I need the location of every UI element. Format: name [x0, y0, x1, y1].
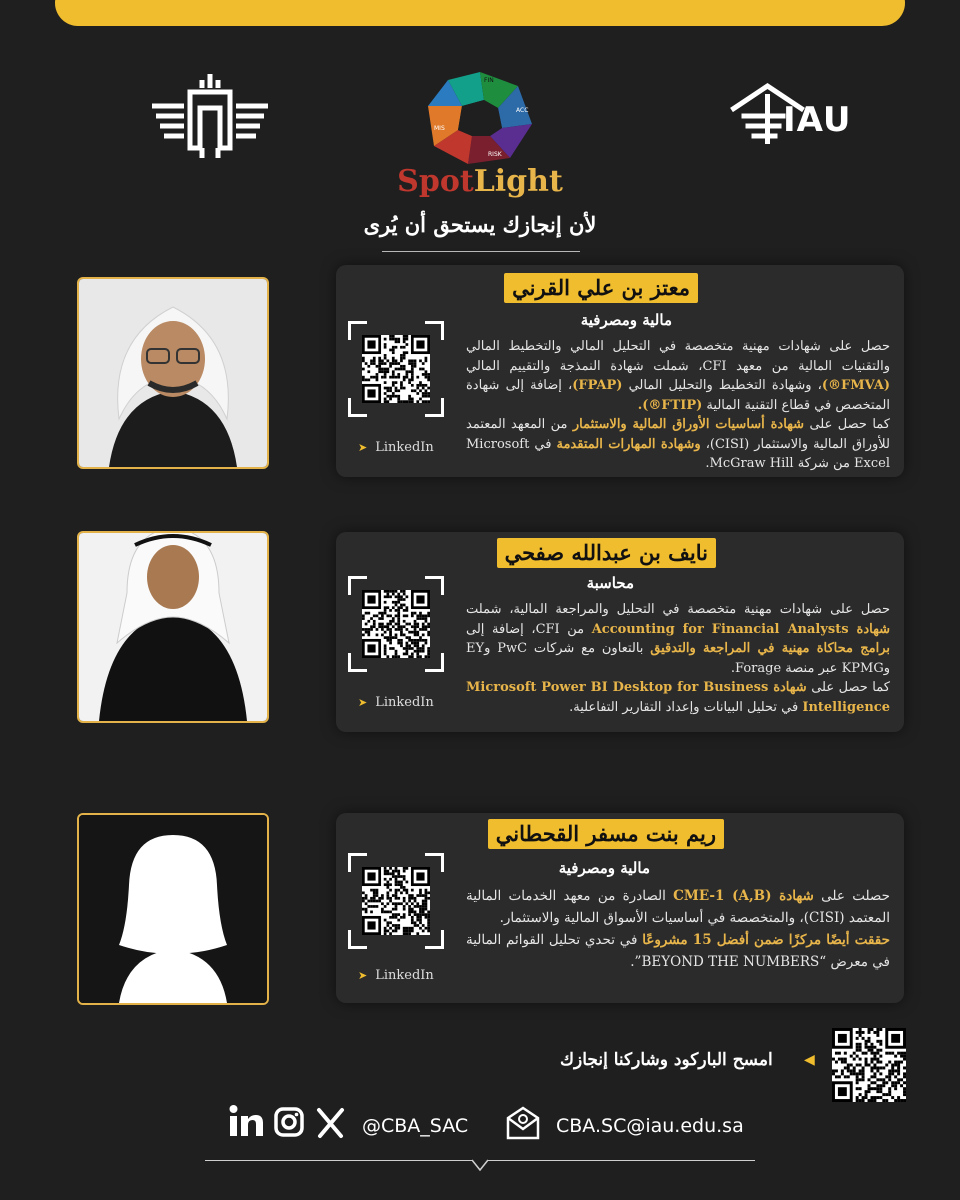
person-silhouette-icon	[79, 533, 267, 721]
arrow-icon: ➤	[358, 969, 368, 982]
profile-dept-1: مالية ومصرفية	[580, 311, 672, 329]
bio-paragraph	[466, 678, 890, 717]
bio-paragraph	[466, 415, 890, 474]
top-accent-bar	[55, 0, 905, 26]
profile-name-1: معتز بن علي القرني	[504, 273, 698, 303]
divider-notch-icon	[472, 1158, 488, 1174]
bio-text: حصل على شهادات مهنية متخصصة في التحليل والمراجعة المالية، شملت	[466, 602, 890, 617]
profile-dept-3: مالية ومصرفية	[558, 859, 650, 877]
arrow-icon: ◀	[804, 1052, 815, 1068]
bio-text: بالتعاون مع شركات PwC وEY وKPMG عبر منصة Forage.	[466, 641, 890, 676]
linkedin-label-3: LinkedIn	[375, 968, 434, 983]
bio-highlight: شهادة (CME-1 (A,B	[673, 888, 814, 904]
hex-label-acc: ACC	[516, 107, 529, 114]
bio-highlight: شهادة Microsoft Power BI Desktop for Business Intelligence	[466, 680, 890, 715]
bio-paragraph	[466, 929, 890, 973]
linkedin-label-2: LinkedIn	[375, 695, 434, 710]
profile-photo-3	[77, 813, 269, 1005]
linkedin-qr-2[interactable]	[348, 576, 444, 672]
bio-paragraph	[466, 337, 890, 415]
linkedin-qr-3[interactable]	[348, 853, 444, 949]
brand-title	[380, 164, 580, 199]
profile-card-1	[336, 265, 904, 477]
linkedin-link-2[interactable]	[358, 695, 434, 710]
email-address[interactable]: CBA.SC@iau.edu.sa	[556, 1115, 744, 1137]
brand-light: Light	[473, 164, 563, 199]
bio-text: كما حصل على	[806, 680, 890, 695]
bio-highlight: (FMVA®)	[821, 378, 890, 393]
arrow-icon: ➤	[358, 441, 368, 454]
share-qr-code[interactable]	[832, 1028, 906, 1102]
linkedin-link-1[interactable]	[358, 440, 434, 455]
profile-photo-1	[77, 277, 269, 469]
profile-card-3	[336, 813, 904, 1003]
linkedin-icon[interactable]	[228, 1100, 264, 1144]
email-icon[interactable]	[504, 1100, 542, 1144]
bio-paragraph	[466, 885, 890, 929]
iau-logo-text: IAU	[783, 100, 852, 140]
profile-name-2: نايف بن عبدالله صفحي	[497, 538, 716, 568]
linkedin-link-3[interactable]	[358, 968, 434, 983]
bio-highlight: (FTIP®).	[637, 397, 703, 413]
bio-text: من المعهد المعتمد للأوراق المالية والاستثمار (CISI)،	[466, 417, 890, 452]
profile-card-2	[336, 532, 904, 732]
brand-spot: Spot	[397, 164, 474, 199]
profile-name-3: ريم بنت مسفر القحطاني	[488, 819, 724, 849]
bio-text: حصلت على	[813, 888, 890, 904]
instagram-icon[interactable]	[273, 1100, 307, 1144]
profile-dept-2: محاسبة	[586, 574, 634, 592]
profile-bio-3	[466, 885, 890, 973]
bio-text: من CFI، إضافة إلى	[466, 621, 592, 637]
bio-text: حصل على شهادات مهنية متخصصة في التحليل المالي والتخطيط المالي والتقنيات المالية من معهد CFI، شملت شهادة النمذجة والتقييم المالي	[466, 339, 890, 374]
linkedin-qr-1[interactable]	[348, 321, 444, 417]
hex-label-fin: FIN	[484, 77, 494, 84]
college-logo	[150, 70, 270, 160]
tagline: لأن إنجازك يستحق أن يُرى	[363, 212, 597, 237]
social-handle[interactable]: @CBA_SAC	[362, 1115, 469, 1137]
hex-label-mis: MIS	[434, 125, 445, 132]
bio-text: في تحليل البيانات وإعداد التقارير التفاعلية.	[569, 699, 803, 715]
bio-text: في تحدي تحليل القوائم المالية في معرض “BEYOND THE NUMBERS”.	[466, 932, 890, 970]
qr-code-icon	[362, 590, 430, 658]
profile-photo-2	[77, 531, 269, 723]
linkedin-label-1: LinkedIn	[375, 440, 434, 455]
bio-highlight: وشهادة المهارات المتقدمة	[556, 436, 701, 452]
profile-bio-1	[466, 337, 890, 474]
arrow-icon: ➤	[358, 696, 368, 709]
hex-label-risk: RISK	[488, 151, 502, 158]
bio-highlight: شهادة Accounting for Financial Analysts	[591, 621, 890, 637]
bio-highlight: حققت أيضًا مركزًا ضمن أفضل 15 مشروعًا	[642, 932, 890, 948]
scan-cta: امسح الباركود وشاركنا إنجازك	[560, 1050, 773, 1070]
bio-highlight: برامج محاكاة مهنية في المراجعة والتدقيق	[650, 641, 890, 656]
person-silhouette-icon	[79, 279, 267, 467]
bio-paragraph	[466, 600, 890, 678]
bio-text: ، إضافة إلى شهادة المتخصص في قطاع التقنية المالية	[466, 378, 890, 413]
bio-highlight: شهادة أساسيات الأوراق المالية والاستثمار	[572, 417, 805, 432]
bio-text: الصادرة من معهد الخدمات المالية المعتمد (CISI)، والمتخصصة في أساسيات الأسواق المالية والاستثمار.	[466, 888, 890, 926]
profile-bio-2	[466, 600, 890, 717]
bio-text: كما حصل على	[804, 417, 890, 432]
female-avatar-icon	[79, 815, 267, 1003]
bio-text: ، وشهادة التخطيط والتحليل المالي	[622, 378, 822, 393]
tagline-divider	[382, 251, 580, 252]
spotlight-hex-logo	[428, 72, 532, 164]
qr-code-icon	[362, 867, 430, 935]
x-icon[interactable]	[316, 1100, 346, 1144]
bio-text: في Microsoft Excel من شركة McGraw Hill.	[466, 436, 890, 471]
qr-code-icon	[832, 1028, 906, 1102]
qr-code-icon	[362, 335, 430, 403]
bio-highlight: (FPAP)	[572, 378, 623, 393]
